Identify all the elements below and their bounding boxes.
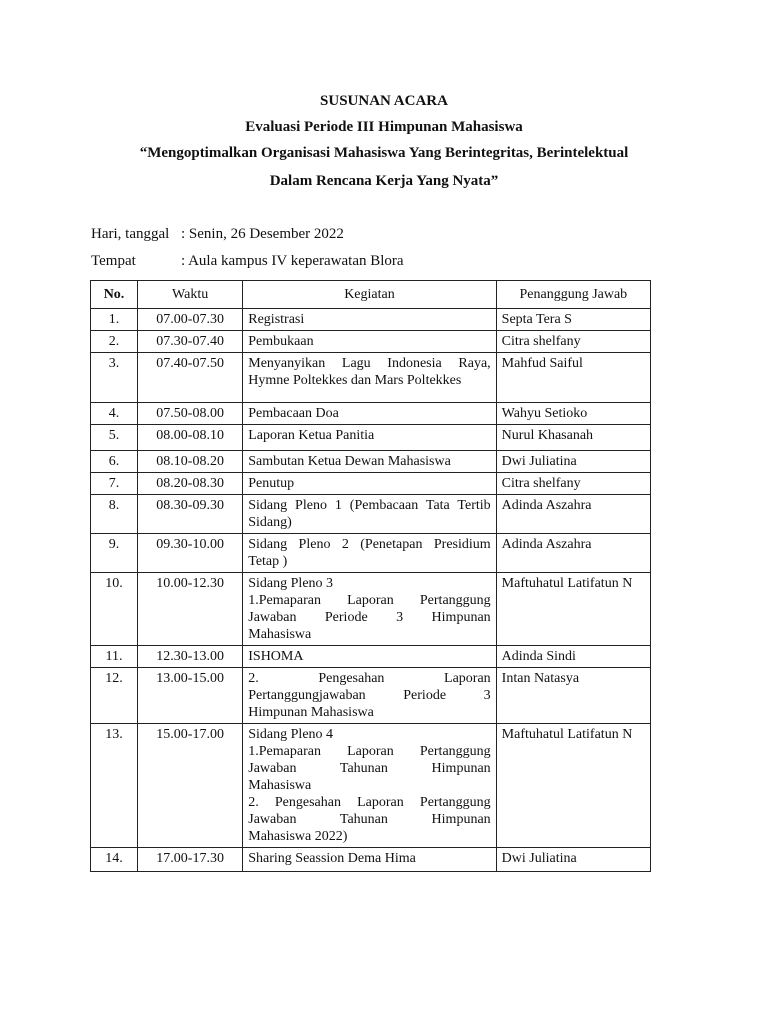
cell-no: 5. <box>91 425 138 451</box>
activity-line: Pembacaan Doa <box>248 406 339 421</box>
cell-no: 13. <box>91 724 138 848</box>
activity-line: Mahasiswa 2022) <box>248 829 348 844</box>
table-row <box>91 353 651 403</box>
cell-activity <box>243 534 496 573</box>
theme-text-2: Dalam Rencana Kerja Yang Nyata” <box>269 173 499 189</box>
cell-time: 17.00-17.30 <box>138 848 243 872</box>
cell-activity <box>243 573 496 646</box>
cell-time: 08.30-09.30 <box>138 495 243 534</box>
cell-pic: Mahfud Saiful <box>496 353 650 403</box>
cell-no: 4. <box>91 403 138 425</box>
header-time: Waktu <box>138 281 243 309</box>
cell-pic: Adinda Aszahra <box>496 534 650 573</box>
cell-time: 07.00-07.30 <box>138 309 243 331</box>
day-value: : Senin, 26 Desember 2022 <box>181 226 344 242</box>
cell-activity <box>243 473 496 495</box>
cell-time: 08.20-08.30 <box>138 473 243 495</box>
cell-no: 1. <box>91 309 138 331</box>
cell-time: 12.30-13.00 <box>138 646 243 668</box>
subtitle-text: Evaluasi Periode III Himpunan Mahasiswa <box>245 119 523 135</box>
activity-line: Registrasi <box>248 312 305 327</box>
cell-no: 6. <box>91 451 138 473</box>
cell-no: 10. <box>91 573 138 646</box>
activity-line: Sharing Seassion Dema Hima <box>248 851 416 866</box>
document-title <box>0 93 768 110</box>
activity-line: Jawaban Tahunan Himpunan <box>248 761 491 776</box>
info-place-row <box>91 253 404 270</box>
activity-line: 2. Pengesahan Laporan <box>248 671 491 686</box>
activity-line: Mahasiswa <box>248 627 312 642</box>
cell-activity <box>243 724 496 848</box>
activity-line: 1.Pemaparan Laporan Pertanggung <box>248 593 491 608</box>
cell-no: 9. <box>91 534 138 573</box>
table-row <box>91 495 651 534</box>
activity-line: Sidang Pleno 1 (Pembacaan Tata Tertib <box>248 498 491 513</box>
cell-pic: Dwi Juliatina <box>496 848 650 872</box>
cell-time: 07.40-07.50 <box>138 353 243 403</box>
cell-pic: Adinda Aszahra <box>496 495 650 534</box>
cell-activity <box>243 353 496 403</box>
activity-line: Laporan Ketua Panitia <box>248 428 375 443</box>
agenda-table <box>90 280 651 872</box>
table-row <box>91 403 651 425</box>
activity-line: Jawaban Periode 3 Himpunan <box>248 610 491 625</box>
cell-activity <box>243 451 496 473</box>
activity-line: Sidang Pleno 3 <box>248 576 334 591</box>
agenda-body <box>91 309 651 872</box>
cell-pic: Nurul Khasanah <box>496 425 650 451</box>
theme-text-1: “Mengoptimalkan Organisasi Mahasiswa Yang Berintegritas, Berintelektual <box>139 145 629 161</box>
cell-time: 07.50-08.00 <box>138 403 243 425</box>
activity-line: Sidang Pleno 2 (Penetapan Presidium <box>248 537 491 552</box>
cell-no: 8. <box>91 495 138 534</box>
activity-line: ISHOMA <box>248 649 304 664</box>
cell-activity <box>243 646 496 668</box>
cell-pic: Septa Tera S <box>496 309 650 331</box>
activity-line: Himpunan Mahasiswa <box>248 705 374 720</box>
cell-pic: Wahyu Setioko <box>496 403 650 425</box>
table-row <box>91 646 651 668</box>
activity-line: Penutup <box>248 476 295 491</box>
cell-time: 07.30-07.40 <box>138 331 243 353</box>
cell-pic: Maftuhatul Latifatun N <box>496 724 650 848</box>
activity-line: Sidang Pleno 4 <box>248 727 334 742</box>
cell-no: 14. <box>91 848 138 872</box>
table-row <box>91 848 651 872</box>
cell-no: 11. <box>91 646 138 668</box>
cell-activity <box>243 331 496 353</box>
cell-activity <box>243 403 496 425</box>
cell-no: 12. <box>91 668 138 724</box>
activity-line: Mahasiswa <box>248 778 312 793</box>
table-row <box>91 451 651 473</box>
table-row <box>91 534 651 573</box>
activity-line: Pembukaan <box>248 334 314 349</box>
header-activity: Kegiatan <box>243 281 496 309</box>
table-header-row <box>91 281 651 309</box>
activity-line: Jawaban Tahunan Himpunan <box>248 812 491 827</box>
title-text: SUSUNAN ACARA <box>320 93 448 109</box>
header-pic: Penanggung Jawab <box>496 281 650 309</box>
cell-activity <box>243 848 496 872</box>
activity-line: Menyanyikan Lagu Indonesia Raya, <box>248 356 491 371</box>
cell-pic: Intan Natasya <box>496 668 650 724</box>
activity-line: Sidang) <box>248 515 292 530</box>
table-row <box>91 331 651 353</box>
cell-pic: Citra shelfany <box>496 473 650 495</box>
table-row <box>91 309 651 331</box>
activity-line: 2. Pengesahan Laporan Pertanggung <box>248 795 491 810</box>
table-row <box>91 724 651 848</box>
cell-time: 09.30-10.00 <box>138 534 243 573</box>
document-subtitle <box>0 119 768 136</box>
table-row <box>91 473 651 495</box>
theme-line-2 <box>0 173 768 190</box>
activity-line: Tetap ) <box>248 554 288 569</box>
cell-time: 10.00-12.30 <box>138 573 243 646</box>
cell-activity <box>243 668 496 724</box>
table-row <box>91 425 651 451</box>
cell-pic: Adinda Sindi <box>496 646 650 668</box>
place-value: : Aula kampus IV keperawatan Blora <box>181 253 404 269</box>
cell-time: 08.00-08.10 <box>138 425 243 451</box>
cell-time: 13.00-15.00 <box>138 668 243 724</box>
place-label: Tempat <box>91 253 136 269</box>
theme-line-1 <box>0 145 768 162</box>
header-no: No. <box>91 281 138 309</box>
activity-line: Hymne Poltekkes dan Mars Poltekkes <box>248 373 462 388</box>
cell-no: 3. <box>91 353 138 403</box>
table-row <box>91 668 651 724</box>
info-day-row <box>91 226 344 243</box>
cell-time: 08.10-08.20 <box>138 451 243 473</box>
cell-no: 2. <box>91 331 138 353</box>
cell-no: 7. <box>91 473 138 495</box>
cell-activity <box>243 425 496 451</box>
cell-pic: Citra shelfany <box>496 331 650 353</box>
table-row <box>91 573 651 646</box>
cell-activity <box>243 309 496 331</box>
day-label: Hari, tanggal <box>91 226 170 242</box>
cell-time: 15.00-17.00 <box>138 724 243 848</box>
cell-pic: Dwi Juliatina <box>496 451 650 473</box>
cell-pic: Maftuhatul Latifatun N <box>496 573 650 646</box>
cell-activity <box>243 495 496 534</box>
activity-line: Sambutan Ketua Dewan Mahasiswa <box>248 454 451 469</box>
activity-line: 1.Pemaparan Laporan Pertanggung <box>248 744 491 759</box>
activity-line: Pertanggungjawaban Periode 3 <box>248 688 491 703</box>
